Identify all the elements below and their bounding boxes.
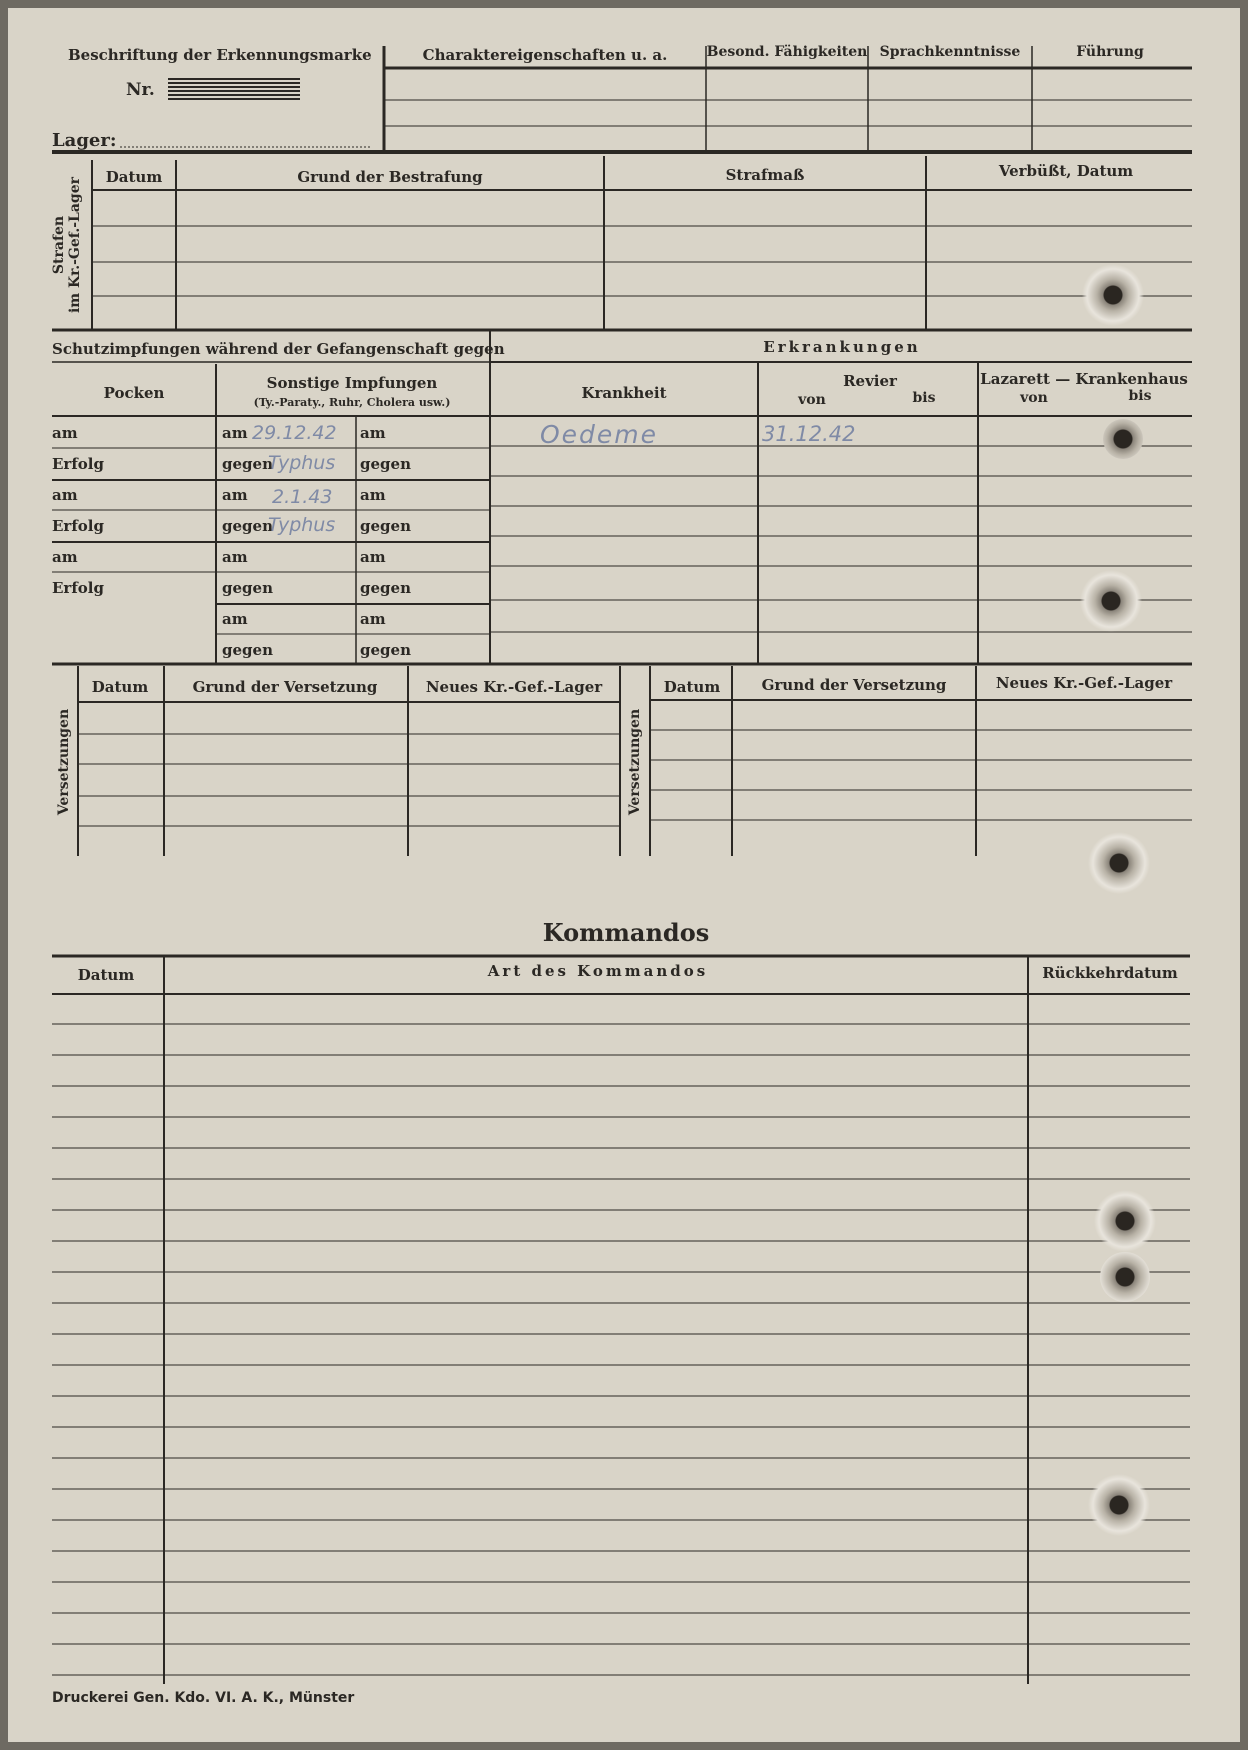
handwritten-impf-date-1: 29.12.42 [252,422,337,444]
erkrankungen-heading: Erkrankungen [763,338,921,356]
row-label: Erfolg [52,579,104,597]
handwritten-impf-gegen-1: Typhus [268,452,336,474]
vers-datum-header-right: Datum [663,678,721,696]
fuehrung-header: Führung [1076,44,1144,60]
row-label: am [360,486,386,504]
lager-field[interactable] [120,126,372,148]
lager-label: Lager: [52,130,117,151]
sonstige-subheader: (Ty.-Paraty., Ruhr, Cholera usw.) [253,396,451,409]
row-label: am [52,486,78,504]
printer-imprint: Druckerei Gen. Kdo. VI. A. K., Münster [52,1690,355,1706]
strafmass-header: Strafmaß [725,166,805,184]
punch-hole [1103,419,1143,459]
revier-bis-label: bis [912,390,936,406]
row-label: am [222,424,248,442]
versetzungen-side-label-right: Versetzungen [627,708,643,816]
row-label: am [222,548,248,566]
row-label: Erfolg [52,455,104,473]
row-label: am [360,548,386,566]
vers-neues-header-right: Neues Kr.-Gef.-Lager [995,674,1173,692]
verbuesst-header: Verbüßt, Datum [998,162,1134,180]
lazarett-bis-label: bis [1128,388,1152,404]
row-label: gegen [360,579,411,597]
versetzungen-side-label-left: Versetzungen [56,708,72,816]
row-label: gegen [222,641,273,659]
row-label: am [360,424,386,442]
row-label: am [360,610,386,628]
handwritten-impf-gegen-2: Typhus [268,514,336,536]
vers-grund-header-left: Grund der Versetzung [192,678,378,696]
erkennungsmarke-label: Beschriftung der Erkennungsmarke [68,46,372,64]
impfungen-heading: Schutzimpfungen während der Gefangenschaft gegen [52,340,505,358]
punch-hole [1082,264,1144,326]
row-label: gegen [360,641,411,659]
row-label: Erfolg [52,517,104,535]
row-label: gegen [222,579,273,597]
punch-hole [1100,1252,1150,1302]
strafen-grund-header: Grund der Bestrafung [297,168,483,186]
handwritten-impf-date-2: 2.1.43 [272,486,333,508]
pocken-header: Pocken [103,384,165,402]
row-label: gegen [222,455,273,473]
row-label: gegen [360,455,411,473]
revier-von-label: von [798,392,826,408]
lazarett-header: Lazarett — Krankenhaus [980,370,1188,388]
sprachkenntnisse-header: Sprachkenntnisse [879,44,1021,60]
faehigkeiten-header: Besond. Fähigkeiten [706,44,868,60]
row-label: am [52,424,78,442]
nr-field[interactable] [168,78,300,100]
revier-header: Revier [843,372,897,390]
charakter-header: Charaktereigenschaften u. a. [422,46,668,64]
kommandos-art-header: Art des Kommandos [487,962,709,980]
punch-hole [1088,1474,1150,1536]
handwritten-krankheit: Oedeme [540,420,659,449]
vers-grund-header-right: Grund der Versetzung [761,676,947,694]
row-label: gegen [360,517,411,535]
punch-hole [1088,832,1150,894]
vers-neues-header-left: Neues Kr.-Gef.-Lager [425,678,603,696]
lazarett-von-label: von [1020,390,1048,406]
vers-datum-header-left: Datum [91,678,149,696]
strafen-datum-header: Datum [105,168,163,186]
row-label: am [222,610,248,628]
nr-label: Nr. [126,80,155,100]
krankheit-header: Krankheit [581,384,667,402]
kommandos-title: Kommandos [542,918,710,947]
handwritten-revier-von: 31.12.42 [762,422,856,446]
row-label: am [222,486,248,504]
sonstige-header: Sonstige Impfungen [266,374,438,392]
punch-hole [1094,1190,1156,1252]
kommandos-datum-header: Datum [77,966,135,984]
kommandos-rueckkehr-header: Rückkehrdatum [1042,964,1178,982]
strafen-side-label: Strafen im Kr.-Gef.-Lager [51,177,83,314]
row-label: gegen [222,517,273,535]
punch-hole [1080,570,1142,632]
row-label: am [52,548,78,566]
